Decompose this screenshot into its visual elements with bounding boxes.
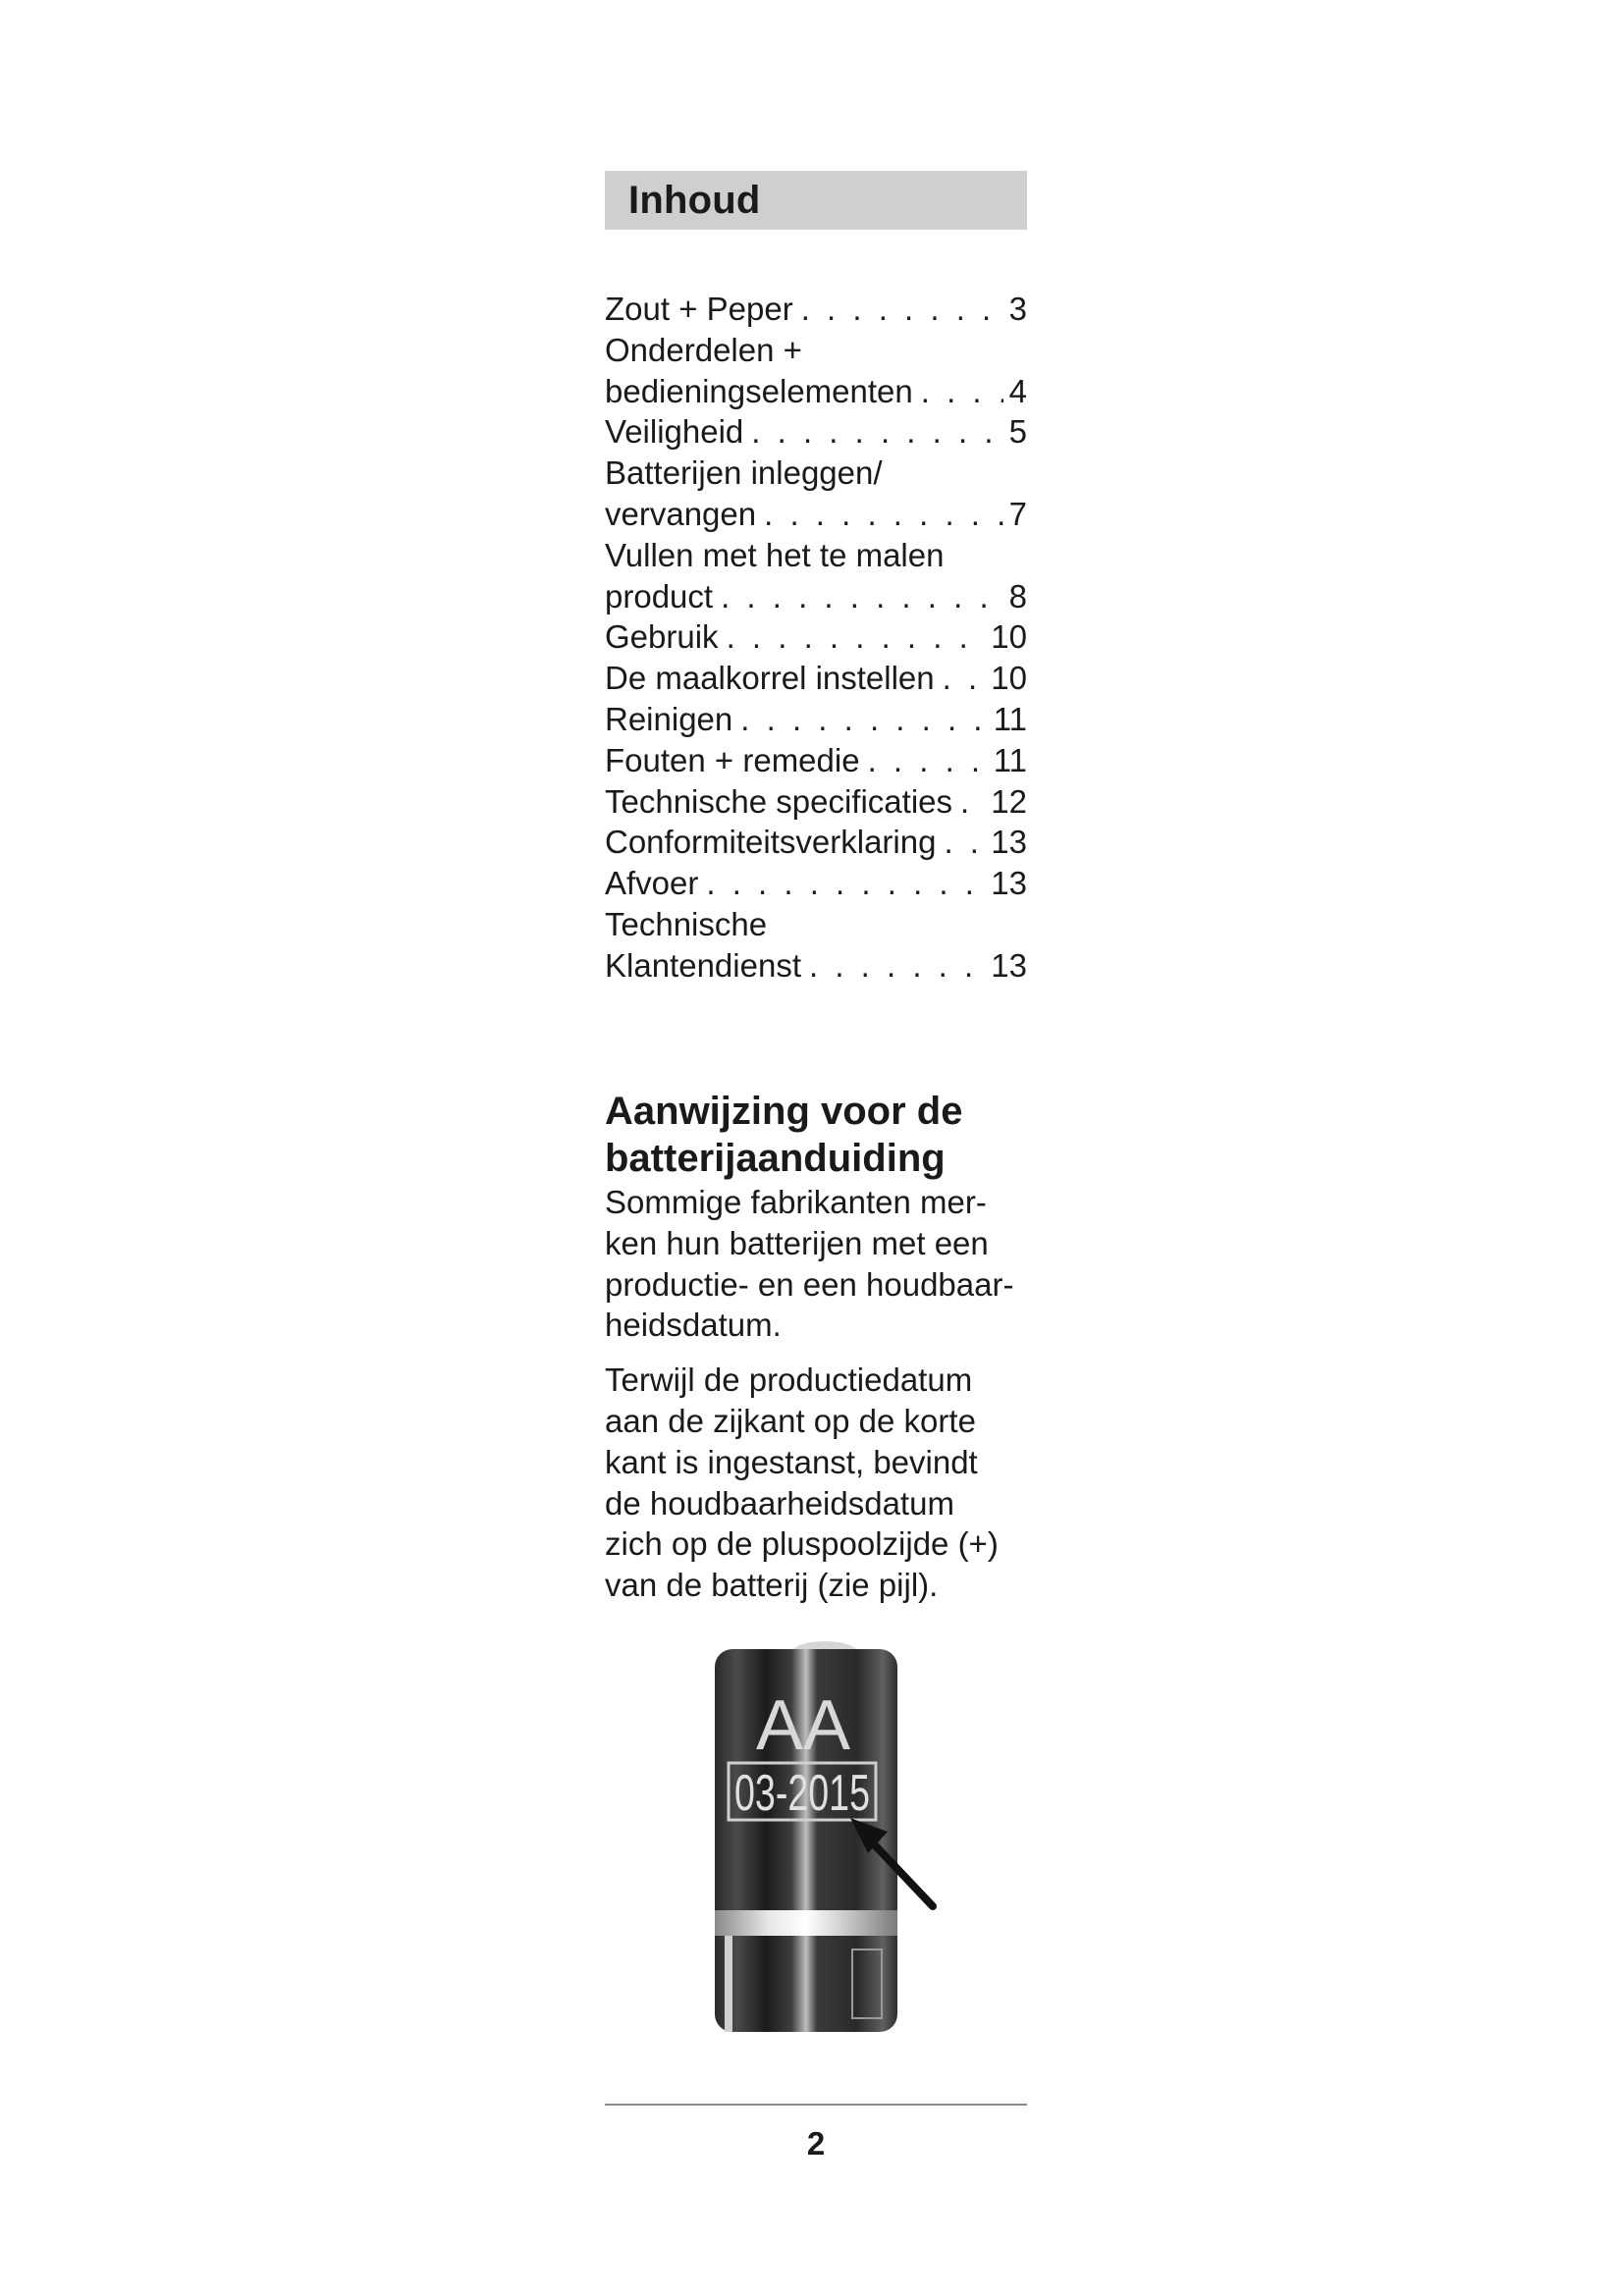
toc-entry-title: product: [605, 577, 714, 614]
paragraph-line: zich op de pluspoolzijde (+): [605, 1525, 999, 1563]
toc-entry-prefix: [605, 453, 1027, 494]
toc-page-number: 11: [993, 741, 1027, 778]
toc-dot-leader: [719, 616, 986, 658]
toc-dot-leader: [793, 289, 1003, 330]
toc-dot-leader: [935, 658, 986, 699]
paragraph-line: Terwijl de productiedatum: [605, 1362, 973, 1399]
toc-dot-leader: [913, 371, 1003, 412]
toc-dot-leader: [698, 863, 985, 904]
toc-entry-title: Reinigen: [605, 700, 733, 737]
paragraph-line: Sommige fabrikanten mer-: [605, 1184, 987, 1220]
toc-page-number: 10: [991, 618, 1027, 656]
toc-entry-title: Conformiteitsverklaring: [605, 824, 937, 861]
toc-entry: [605, 494, 1027, 535]
battery-band: [715, 1910, 897, 1936]
toc-entry-title: Afvoer: [605, 865, 699, 902]
toc-entry: [605, 371, 1027, 412]
toc-dot-leader: [732, 699, 987, 740]
toc-entry-prefix: [605, 330, 1027, 371]
toc-entry-prefix: [605, 904, 1027, 945]
toc-entry: [605, 740, 1027, 781]
toc-entry-title: Veiligheid: [605, 413, 744, 451]
toc-entry: [605, 822, 1027, 863]
toc-entry-title: Fouten + remedie: [605, 741, 860, 778]
toc-dot-leader: [952, 781, 985, 823]
battery-photo: [705, 1635, 1000, 2032]
paragraph-line: heidsdatum.: [605, 1307, 782, 1344]
toc-dot-leader: [860, 740, 988, 781]
toc-entry-title: Gebruik: [605, 618, 719, 656]
toc-page-number: 4: [1008, 372, 1027, 409]
toc-entry-title: Zout + Peper: [605, 291, 793, 327]
paragraph-line: aan de zijkant op de korte: [605, 1402, 976, 1439]
toc-page-number: 13: [991, 946, 1027, 984]
battery-label-stripe-left: [725, 1936, 732, 2032]
battery-note-section: [605, 1088, 1029, 1620]
contents-column: [605, 171, 1027, 987]
toc-page-number: 3: [1008, 291, 1027, 327]
battery-illustration: [705, 1635, 1000, 2032]
toc-entry: [605, 945, 1027, 987]
paragraph-line: kant is ingestanst, bevindt: [605, 1443, 978, 1480]
paragraph-line: van de batterij (zie pijl).: [605, 1567, 939, 1604]
toc-dot-leader: [801, 945, 985, 987]
toc-entry-title-prefix: Onderdelen +: [605, 331, 802, 368]
date-stamp: 03-2015: [734, 1765, 870, 1822]
contents-title: Inhoud: [628, 178, 761, 222]
battery-note-paragraph-2: [605, 1360, 1029, 1606]
toc-entry-prefix: [605, 535, 1027, 576]
battery-note-heading: Aanwijzing voor de batterijaanduiding: [605, 1090, 963, 1180]
toc-page-number: 13: [991, 865, 1027, 902]
toc-entry: [605, 616, 1027, 658]
paragraph-line: de houdbaarheidsdatum: [605, 1484, 954, 1522]
contents-heading-bar: [605, 171, 1027, 230]
footer-divider: [605, 2104, 1027, 2106]
toc-entry: [605, 289, 1027, 330]
toc-dot-leader: [713, 576, 1003, 617]
toc-entry-title: Klantendienst: [605, 946, 801, 984]
toc-dot-leader: [743, 411, 1002, 453]
toc-page-number: 12: [991, 782, 1027, 820]
battery-size-label: AA: [756, 1686, 851, 1765]
toc-dot-leader: [936, 822, 985, 863]
toc-entry-title-prefix: Vullen met het te malen: [605, 536, 945, 573]
page-number: 2: [806, 2125, 826, 2162]
toc-page-number: 10: [991, 660, 1027, 697]
toc-dot-leader: [756, 494, 1003, 535]
table-of-contents: [605, 289, 1027, 987]
toc-entry: [605, 576, 1027, 617]
toc-entry-title: Technische specificaties: [605, 782, 953, 820]
battery-note-paragraph-1: [605, 1182, 1029, 1346]
paragraph-line: ken hun batterijen met een: [605, 1224, 989, 1261]
toc-entry-title-prefix: Technische: [605, 905, 768, 942]
toc-page-number: 13: [991, 824, 1027, 861]
toc-page-number: 8: [1008, 577, 1027, 614]
toc-page-number: 7: [1008, 495, 1027, 532]
toc-page-number: 5: [1008, 413, 1027, 451]
toc-entry: [605, 699, 1027, 740]
toc-entry-title: bedieningselementen: [605, 372, 913, 409]
toc-entry: [605, 411, 1027, 453]
toc-entry: [605, 658, 1027, 699]
toc-entry-title: De maalkorrel instellen: [605, 660, 935, 697]
toc-page-number: 11: [993, 700, 1027, 737]
toc-entry: [605, 863, 1027, 904]
toc-entry-title: vervangen: [605, 495, 757, 532]
toc-entry: [605, 781, 1027, 823]
paragraph-line: productie- en een houdbaar-: [605, 1265, 1014, 1303]
toc-entry-title-prefix: Batterijen inleggen/: [605, 454, 883, 492]
